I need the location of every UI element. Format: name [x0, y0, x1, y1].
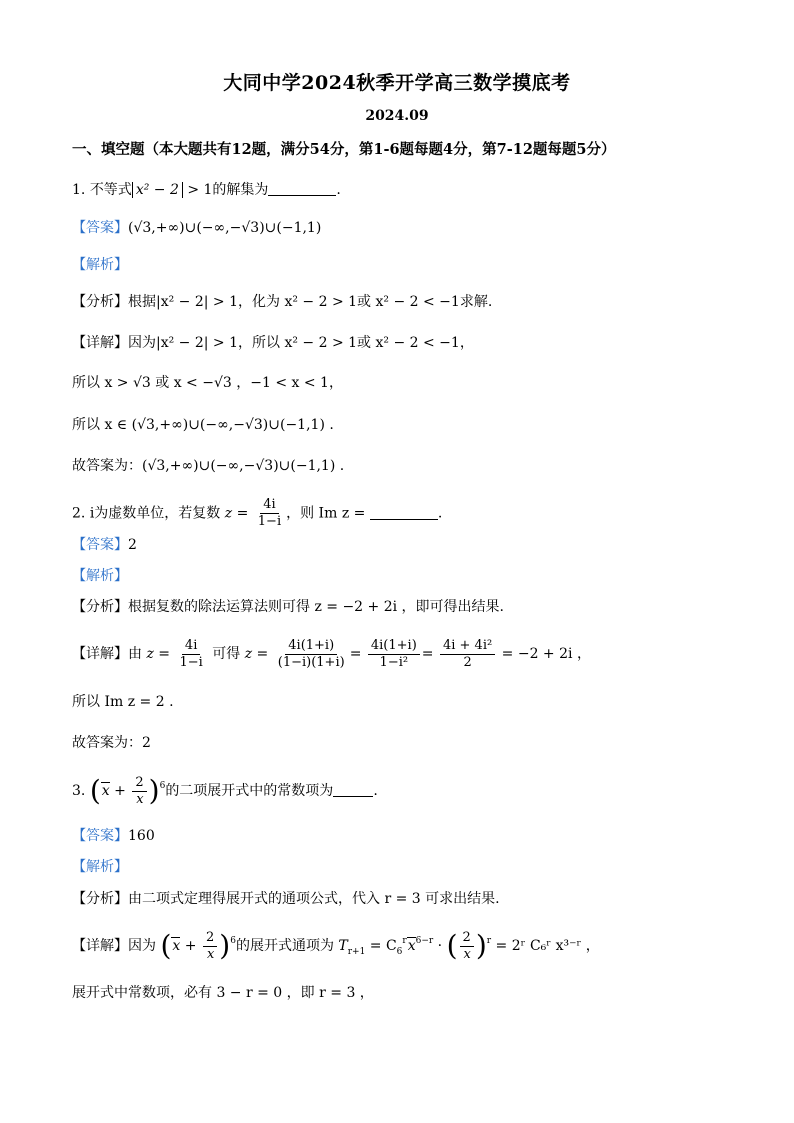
fraction: $\frac{4i}{1-i}$ [257, 497, 282, 529]
q1-analysis-line [72, 255, 734, 275]
question-text-2: ，则 Im z = [286, 505, 366, 522]
fraction: $\frac{2}{x}$ [460, 930, 474, 963]
detail-tag: 【详解】 [72, 938, 128, 954]
q1-answer-line [72, 218, 734, 238]
analysis-tag: 【解析】 [72, 859, 128, 875]
fenxi-tag: 【分析】 [72, 294, 128, 310]
answer-tag: 【答案】 [72, 828, 128, 844]
q1-fenxi-line [72, 292, 734, 312]
q3-fenxi-line [72, 889, 734, 909]
answer-blank [370, 505, 438, 520]
fenxi-text: 根据|x² − 2| > 1，化为 x² − 2 > 1或 x² − 2 < −1求解. [128, 294, 493, 310]
answer-value: 160 [128, 828, 155, 844]
fraction: $\frac{2}{x}$ [203, 930, 217, 963]
q2-analysis-line [72, 566, 734, 586]
fenxi-text: 由二项式定理得展开式的通项公式，代入 r = 3 可求出结果. [128, 891, 500, 907]
q1-line3: 所以 x ∈ (√3,+∞)∪(−∞,−√3)∪(−1,1) . [72, 417, 334, 433]
fenxi-text: 根据复数的除法运算法则可得 z = −2 + 2i ，即可得出结果. [128, 599, 505, 615]
detail-text: 由 [128, 646, 142, 662]
detail-tag: 【详解】 [72, 335, 128, 351]
detail-result: = −2 + 2i ， [501, 646, 591, 662]
question-text: 的二项展开式中的常数项为 [165, 783, 334, 799]
q3-line2: 展开式中常数项，必有 3 − r = 0 ，即 r = 3 ， [72, 985, 374, 1001]
fraction: $\frac{4i(1+i)}{\text{1−i²}}$ [368, 638, 420, 671]
question-1: 1. 不等式 x² − 2 > 1的解集为 . [72, 182, 341, 198]
fraction: $\frac{4i}{1-i}$ [179, 637, 203, 670]
detail-text: 因为|x² − 2| > 1，所以 x² − 2 > 1或 x² − 2 < −1， [128, 335, 474, 351]
fraction: $\frac{4i(1+i)}{(1-i)(1+i)}$ [277, 637, 345, 670]
answer-value: (√3,+∞)∪(−∞,−√3)∪(−1,1) [128, 220, 322, 236]
answer-tag: 【答案】 [72, 537, 128, 553]
math-compare: > 1 [187, 182, 213, 198]
q1-detail-line [72, 333, 734, 353]
question-text-2: 的解集为 [212, 182, 269, 198]
fraction: $\frac{2}{x}$ [132, 775, 146, 808]
math-abs: x² − 2 [132, 182, 183, 198]
detail-text-2: 可得 [212, 646, 241, 662]
detail-text-2: 的展开式通项为 [235, 938, 334, 954]
fraction: $\frac{\text{4i + 4i²}}{2}$ [440, 638, 495, 671]
detail-tag: 【详解】 [72, 646, 128, 662]
q1-line4: 故答案为：(√3,+∞)∪(−∞,−√3)∪(−1,1) . [72, 458, 345, 474]
fenxi-tag: 【分析】 [72, 891, 128, 907]
q3-answer-line [72, 826, 734, 846]
q2-answer-line [72, 535, 734, 555]
q2-line2: 所以 Im z = 2 . [72, 694, 174, 710]
q2-detail-line: 【详解】由 z = $\frac{4i}{1-i}$ 可得 z = $\frac{4i(1+i)}{(1-i)(1+i)}$ = $\frac{4i(1+i)}{\text{1−i²}}$ = $\frac{\text{4i + 4i²}}{2}$ = −2 + 2i ， [72, 637, 591, 670]
question-3: 3. (x + $\frac{2}{x}$ )$^6$的二项展开式中的常数项为 . [72, 774, 378, 807]
section-heading: 一、填空题（本大题共有12题，满分54分，第1-6题每题4分，第7-12题每题5分） [72, 141, 616, 158]
answer-blank [333, 782, 373, 797]
question-text: i为虚数单位，若复数 [89, 505, 221, 522]
q3-detail-line: 【详解】因为 (x + $\frac{2}{x}$ )$^6$的展开式通项为 $T_{r+1} = C_6^rx^{6-r}$ · ( $\frac{2}{x}$ )$^r$ = 2ʳ C₆ʳ x³⁻ʳ ， [72, 929, 600, 962]
exam-title: 大同中学2024秋季开学高三数学摸底考 [223, 72, 571, 94]
question-2: 2. i为虚数单位，若复数 z = $\frac{4i}{1-i}$ ，则 Im z = . [72, 497, 443, 529]
exam-date: 2024.09 [365, 108, 429, 124]
answer-blank [268, 181, 336, 196]
q3-analysis-line [72, 857, 734, 877]
analysis-tag: 【解析】 [72, 568, 128, 584]
q2-fenxi-line [72, 597, 734, 617]
answer-tag: 【答案】 [72, 220, 128, 236]
question-number: 1. [72, 182, 86, 198]
answer-value: 2 [128, 537, 137, 553]
detail-text: 因为 [128, 938, 156, 954]
question-number: 3. [72, 783, 86, 799]
question-number: 2. [72, 505, 86, 522]
q1-line2: 所以 x > √3 或 x < −√3 ，−1 < x < 1， [72, 375, 343, 391]
question-text: 不等式 [89, 182, 132, 198]
fenxi-tag: 【分析】 [72, 599, 128, 615]
detail-result: = 2ʳ C₆ʳ x³⁻ʳ ， [495, 938, 600, 954]
q2-line3: 故答案为：2 [72, 735, 151, 751]
analysis-tag: 【解析】 [72, 257, 128, 273]
